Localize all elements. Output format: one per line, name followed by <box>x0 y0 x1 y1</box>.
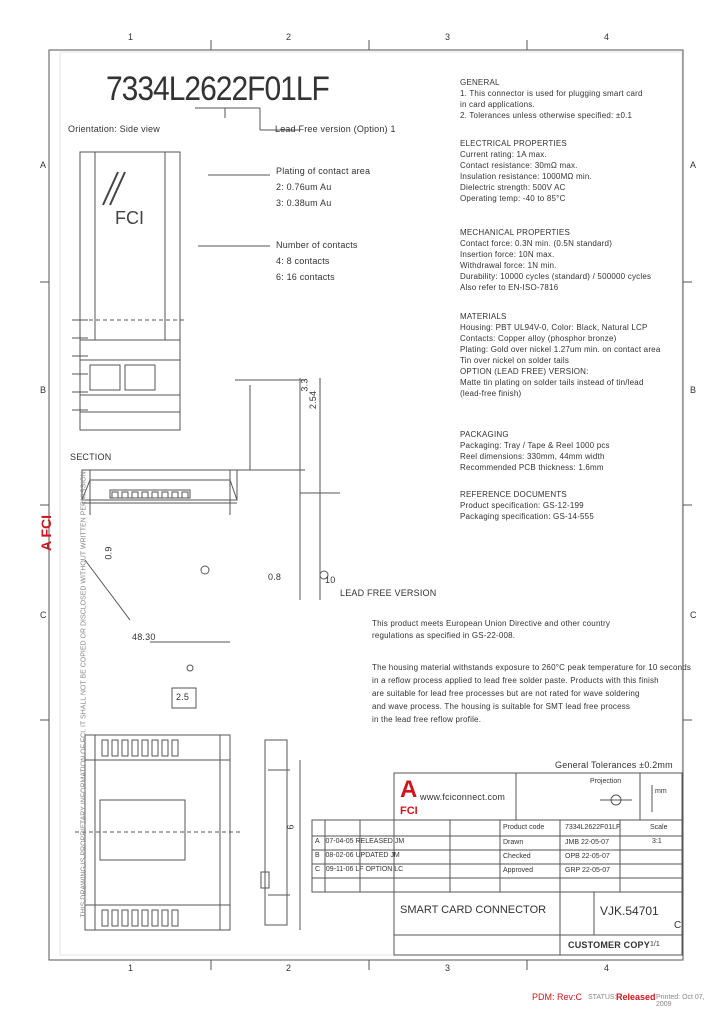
electrical-notes-line: Insulation resistance: 1000MΩ min. <box>460 172 592 181</box>
section-label: SECTION <box>70 452 112 462</box>
section-contact <box>152 492 158 498</box>
section-contact <box>142 492 148 498</box>
section-contact <box>162 492 168 498</box>
status-value: Released <box>616 992 656 1002</box>
rohs-notes-line: regulations as specified in GS-22-008. <box>372 631 516 640</box>
bottom-contact <box>142 910 148 926</box>
material-notes-line: OPTION (LEAD FREE) VERSION: <box>460 367 589 376</box>
general-tolerance: General Tolerances ±0.2mm <box>555 760 673 770</box>
dim-d6: 48.30 <box>132 632 156 642</box>
bottom-contact <box>122 740 128 756</box>
bottom-contact <box>102 910 108 926</box>
pdm-revision: PDM: Rev:C <box>532 992 583 1002</box>
bottom-contact <box>132 910 138 926</box>
mechanical-notes-line: Durability: 10000 cycles (standard) / 500000 cycles <box>460 272 652 281</box>
field-value-2: OPB 22-05-07 <box>565 853 610 860</box>
units-label: mm <box>655 788 667 795</box>
field-value-0: 7334L2622F01LF <box>565 824 621 831</box>
section-contact <box>112 492 118 498</box>
material-notes-line: Contacts: Copper alloy (phosphor bronze) <box>460 334 617 343</box>
revision-letter: C <box>674 920 682 931</box>
col-label-3-bottom: 3 <box>445 963 451 973</box>
dim-d2: 3.3 <box>299 378 310 392</box>
col-label-3: 3 <box>445 32 451 42</box>
mechanical-notes-line: Contact force: 0.3N min. (0.5N standard) <box>460 239 613 248</box>
electrical-notes-line: Contact resistance: 30mΩ max. <box>460 161 578 170</box>
fci-company-name: FCI <box>400 805 418 817</box>
bottom-contact <box>162 910 168 926</box>
packaging-notes-line: Recommended PCB thickness: 1.6mm <box>460 463 604 472</box>
general-notes-line: GENERAL <box>460 78 500 87</box>
part-number: 7334L2622F01LF <box>106 70 329 108</box>
mechanical-notes-line: MECHANICAL PROPERTIES <box>460 228 571 237</box>
material-notes-line: Tin over nickel on solder tails <box>460 356 570 365</box>
material-notes-line: Matte tin plating on solder tails instead of tin/lead <box>460 378 644 387</box>
row-label-c-left: C <box>40 610 47 620</box>
sheet-number: 1/1 <box>650 941 660 948</box>
dim-d1: 0.9 <box>103 546 114 560</box>
section-contact <box>172 492 178 498</box>
processing-notes-line: in the lead free reflow profile. <box>372 715 482 724</box>
drawing-title: SMART CARD CONNECTOR <box>400 904 547 916</box>
projection-label: Projection <box>590 778 622 785</box>
website: www.fciconnect.com <box>420 792 506 802</box>
field-value-3: GRP 22-05-07 <box>565 867 611 874</box>
bottom-contact <box>112 910 118 926</box>
electrical-notes-line: Dielectric strength: 500V AC <box>460 183 566 192</box>
view-label: Orientation: Side view <box>68 124 160 134</box>
material-notes-line: (lead-free finish) <box>460 389 522 398</box>
material-notes-line: Plating: Gold over nickel 1.27um min. on contact area <box>460 345 661 354</box>
bottom-contact <box>112 740 118 756</box>
field-label-1: Drawn <box>503 839 524 846</box>
bottom-contact <box>122 910 128 926</box>
electrical-notes-line: ELECTRICAL PROPERTIES <box>460 139 567 148</box>
field-label-0: Product code <box>503 824 545 831</box>
part-option-label: Lead Free version (Option) 1 <box>275 124 396 134</box>
packaging-notes-line: Packaging: Tray / Tape & Reel 1000 pcs <box>460 441 610 450</box>
plating-option-2: 3: 0.38um Au <box>276 198 332 208</box>
printed-date: Printed: Oct 07, 2009 <box>656 994 705 1008</box>
rev-row-1: B 08-02-06 UPDATED JM <box>315 852 400 859</box>
processing-notes-line: are suitable for lead free processes but are not rated for wave soldering <box>372 689 640 698</box>
dim-d8: 6 <box>285 824 296 830</box>
fci-logo-arrow: A <box>400 776 418 803</box>
col-label-1: 1 <box>128 32 134 42</box>
plating-label: Plating of contact area <box>276 166 371 176</box>
mechanical-notes-line: Insertion force: 10N max. <box>460 250 555 259</box>
bottom-contact <box>162 740 168 756</box>
number-option-1: 4: 8 contacts <box>276 256 330 266</box>
status-label: STATUS: <box>588 994 617 1001</box>
field-value-1: JMB 22-05-07 <box>565 839 609 846</box>
number-option-2: 6: 16 contacts <box>276 272 335 282</box>
scale-value: 3:1 <box>652 838 662 845</box>
bottom-contact <box>132 740 138 756</box>
field-label-3: Approved <box>503 867 533 874</box>
side-text: THIS DRAWING IS PROPRIETARY INFORMATION OF FCI. IT SHALL NOT BE COPIED OR DISCLOSED WITHOUT WRITTEN PERMISSION. <box>80 469 88 918</box>
col-label-1-bottom: 1 <box>128 963 134 973</box>
bottom-contact <box>152 740 158 756</box>
rev-row-0: A 07-04-05 RELEASED JM <box>315 838 405 845</box>
mechanical-notes-line: Withdrawal force: 1N min. <box>460 261 557 270</box>
general-notes-line: 1. This connector is used for plugging smart card <box>460 89 643 98</box>
row-label-a: A <box>690 160 697 170</box>
reference-notes-line: Product specification: GS-12-199 <box>460 501 584 510</box>
general-notes-line: 2. Tolerances unless otherwise specified: ±0.1 <box>460 111 633 120</box>
col-label-2: 2 <box>286 32 292 42</box>
packaging-notes-line: PACKAGING <box>460 430 509 439</box>
processing-notes-line: in a reflow process applied to lead free solder paste. Products with this finish <box>372 676 659 685</box>
dim-d4: 0.8 <box>268 572 282 582</box>
general-notes-line: in card applications. <box>460 100 535 109</box>
rohs-notes-line: This product meets European Union Directive and other country <box>372 619 611 628</box>
bottom-contact <box>102 740 108 756</box>
reference-notes-line: REFERENCE DOCUMENTS <box>460 490 567 499</box>
row-label-b: B <box>690 385 697 395</box>
scale-label: Scale <box>650 824 668 831</box>
fci-side-logo: A FCI <box>38 514 55 552</box>
section-contact <box>122 492 128 498</box>
mechanical-notes-line: Also refer to EN-ISO-7816 <box>460 283 559 292</box>
section-contact <box>132 492 138 498</box>
packaging-notes-line: Reel dimensions: 330mm, 44mm width <box>460 452 605 461</box>
field-label-2: Checked <box>503 853 531 860</box>
fci-logo-drawing: FCI <box>115 208 144 228</box>
lead-free-label: LEAD FREE VERSION <box>340 588 437 598</box>
rev-row-2: C 09-11-06 LF OPTION LC <box>315 866 404 873</box>
row-label-b-left: B <box>40 385 47 395</box>
bottom-contact <box>172 910 178 926</box>
copy-label: CUSTOMER COPY <box>568 940 650 950</box>
dim-d3: 2.54 <box>308 390 319 410</box>
number-label: Number of contacts <box>276 240 358 250</box>
processing-notes-line: and wave process. The housing is suitable for SMT lead free process <box>372 702 631 711</box>
electrical-notes-line: Operating temp: -40 to 85°C <box>460 194 566 203</box>
processing-notes-line: The housing material withstands exposure to 260°C peak temperature for 10 seconds <box>372 663 692 672</box>
section-contact <box>182 492 188 498</box>
electrical-notes-line: Current rating: 1A max. <box>460 150 547 159</box>
row-label-a-left: A <box>40 160 47 170</box>
col-label-2-bottom: 2 <box>286 963 292 973</box>
bottom-contact <box>152 910 158 926</box>
reference-notes-line: Packaging specification: GS-14-555 <box>460 512 594 521</box>
material-notes-line: MATERIALS <box>460 312 507 321</box>
bottom-contact <box>172 740 178 756</box>
col-label-4: 4 <box>604 32 610 42</box>
material-notes-line: Housing: PBT UL94V-0, Color: Black, Natural LCP <box>460 323 648 332</box>
plating-option-1: 2: 0.76um Au <box>276 182 332 192</box>
connector-section <box>82 470 237 500</box>
dim-d7: 2.5 <box>176 692 190 702</box>
col-label-4-bottom: 4 <box>604 963 610 973</box>
row-label-c: C <box>690 610 697 620</box>
drawing-number: VJK.54701 <box>600 904 659 918</box>
dim-d5: 10 <box>325 575 336 585</box>
bottom-contact <box>142 740 148 756</box>
